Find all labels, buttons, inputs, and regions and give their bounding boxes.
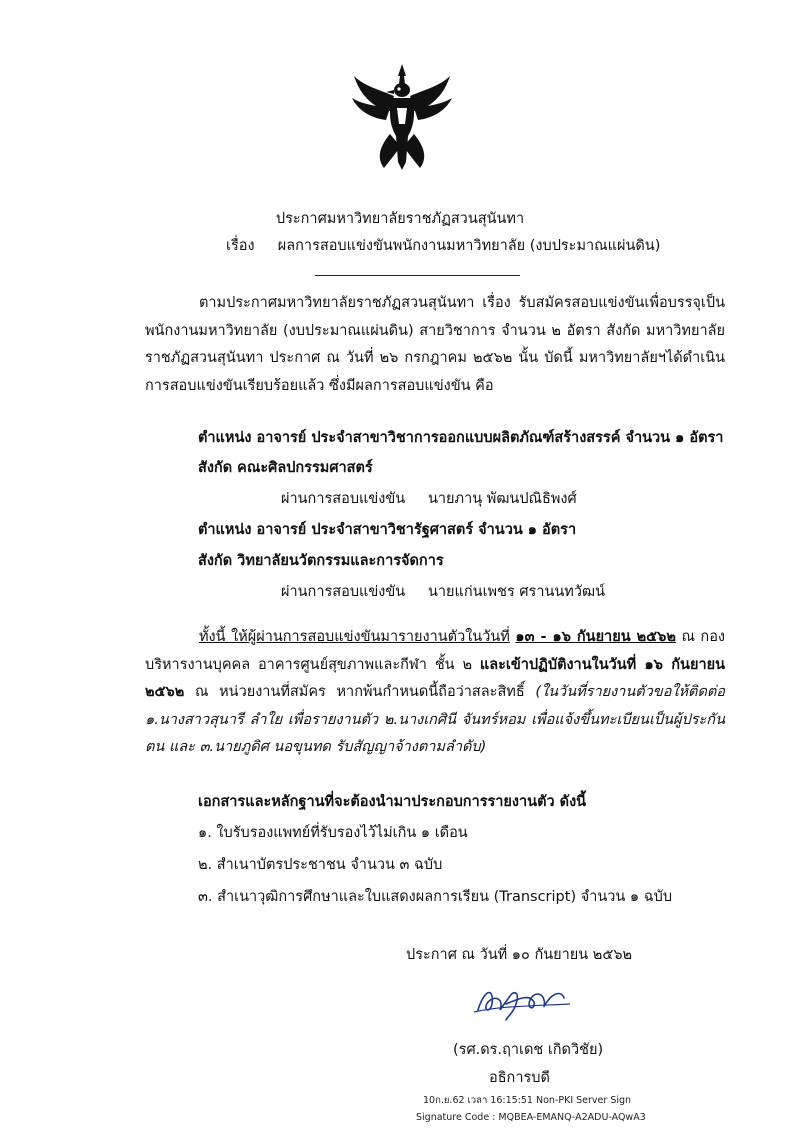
position-2-result-label: ผ่านการสอบแข่งขัน	[281, 584, 406, 600]
position-1-title: ตำแหน่ง อาจารย์ ประจำสาขาวิชาการออกแบบผลิตภัณฑ์สร้างสรรค์ จำนวน ๑ อัตรา	[198, 430, 724, 446]
documents-heading: เอกสารและหลักฐานที่จะต้องนำมาประกอบการรายงานตัว ดังนี้	[198, 794, 587, 810]
signature-code: Signature Code : MQBEA-EMANQ-A2ADU-AQwA3	[416, 1112, 646, 1123]
report-paragraph	[145, 624, 725, 762]
report-contact: (ในวันที่รายงานตัวขอให้ติดต่อ ๑.นางสาวสุนารี ลำใย เพื่อรายงานตัว ๒.นางเกศินี จันทร์หอม เพื่อแจ้งขึ้นทะเบียนเป็นผู้ประกันตน และ ๓.นายภูดิศ นอขุนทด รับสัญญาจ้างตามลำดับ)	[145, 684, 726, 755]
announcement-title: ประกาศมหาวิทยาลัยราชภัฏสวนสุนันทา	[275, 211, 525, 227]
subject-label: เรื่อง	[226, 238, 255, 254]
document-item-3: ๓. สำเนาวุฒิการศึกษาและใบแสดงผลการเรียน (Transcript) จำนวน ๑ ฉบับ	[198, 889, 673, 905]
report-rest: ณ หน่วยงานที่สมัคร หากพ้นกำหนดนี้ถือว่าสละสิทธิ์	[194, 684, 525, 700]
handwritten-signature	[470, 980, 580, 1025]
start-work-date: และเข้าปฏิบัติงานในวันที่ ๑๖ กันยายน ๒๕๖๒	[145, 656, 725, 700]
report-place: ณ กองบริหารงานบุคคล อาคารศูนย์สุขภาพและกีฬา ชั้น ๒	[145, 629, 725, 673]
position-1-affiliation: สังกัด คณะศิลปกรรมศาสตร์	[198, 460, 373, 476]
header-divider	[315, 275, 520, 276]
position-1-result-label: ผ่านการสอบแข่งขัน	[281, 491, 406, 507]
intro-paragraph: ตามประกาศมหาวิทยาลัยราชภัฏสวนสุนันทา เรื่อง รับสมัครสอบแข่งขันเพื่อบรรจุเป็นพนักงานมหาวิทยาลัย (งบประมาณแผ่นดิน) สายวิชาการ จำนวน ๒ อัตรา สังกัด มหาวิทยาลัยราชภัฏสวนสุนันทา ประกาศ ณ วันที่ ๒๖ กรกฎาคม ๒๕๖๒ นั้น บัดนี้ มหาวิทยาลัยฯได้ดำเนินการสอบแข่งขันเรียบร้อยแล้ว ซึ่งมีผลการสอบแข่งขัน คือ	[145, 295, 726, 394]
position-1-candidate: นายภานุ พัฒนปณิธิพงศ์	[428, 491, 577, 507]
report-lead: ทั้งนี้ ให้ผู้ผ่านการสอบแข่งขันมารายงานตัวในวันที่	[199, 629, 510, 645]
server-sign-stamp: 10ก.ย.62 เวลา 16:15:51 Non-PKI Server Sign	[423, 1095, 632, 1106]
signer-title: อธิการบดี	[489, 1070, 550, 1086]
subject-text: ผลการสอบแข่งขันพนักงานมหาวิทยาลัย (งบประมาณแผ่นดิน)	[277, 238, 661, 254]
garuda-emblem	[350, 62, 454, 172]
position-2-affiliation: สังกัด วิทยาลัยนวัตกรรมและการจัดการ	[198, 553, 444, 569]
report-dates: ๑๓ - ๑๖ กันยายน ๒๕๖๒	[515, 629, 676, 645]
subject-line	[226, 234, 660, 257]
document-item-2: ๒. สำเนาบัตรประชาชน จำนวน ๓ ฉบับ	[198, 857, 443, 873]
signer-name: (รศ.ดร.ฤาเดช เกิดวิชัย)	[453, 1042, 604, 1058]
announced-date: ประกาศ ณ วันที่ ๑๐ กันยายน ๒๕๖๒	[406, 947, 633, 963]
position-2-title: ตำแหน่ง อาจารย์ ประจำสาขาวิชารัฐศาสตร์ จำนวน ๑ อัตรา	[198, 522, 577, 538]
position-2-candidate: นายแก่นเพชร ศรานนทวัฒน์	[428, 584, 606, 600]
document-item-1: ๑. ใบรับรองแพทย์ที่รับรองไว้ไม่เกิน ๑ เดือน	[198, 825, 468, 841]
